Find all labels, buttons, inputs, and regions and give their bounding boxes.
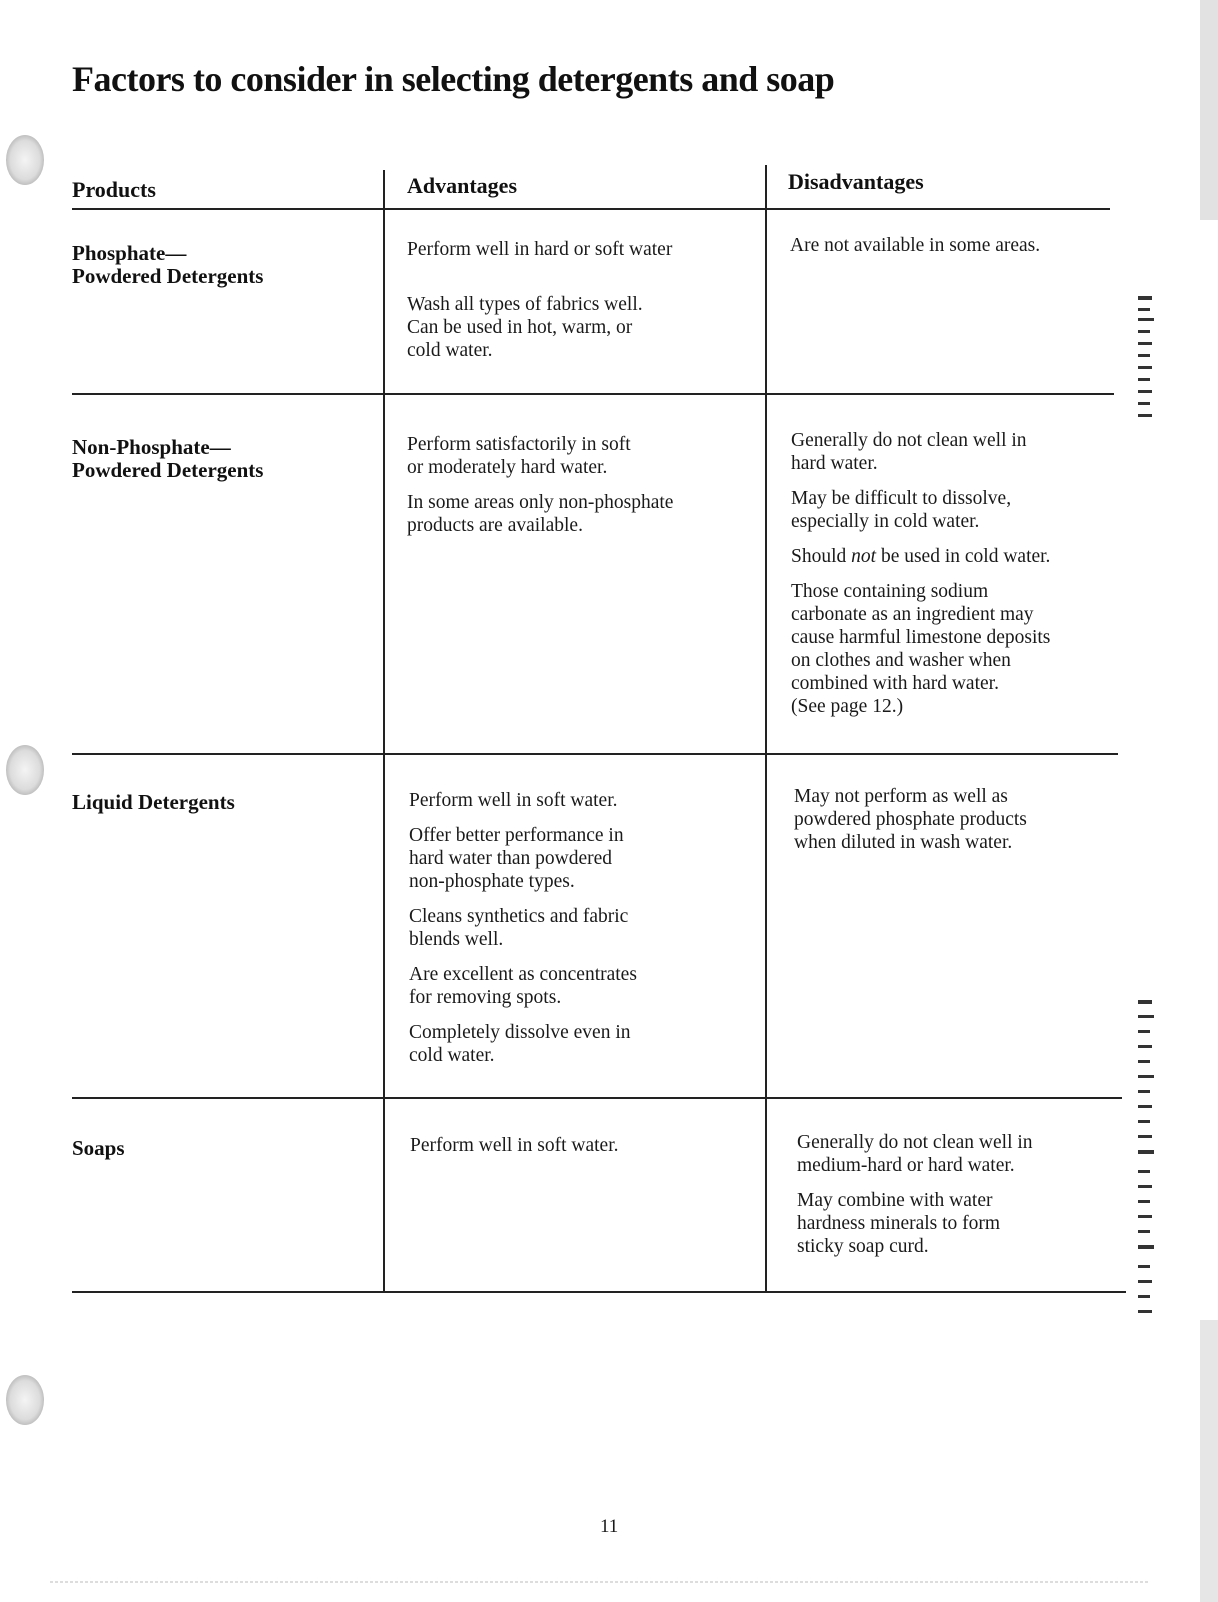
row-divider [72,1097,1122,1099]
disadvantage-item: Should not be used in cold water. [791,546,1051,567]
advantages-non-phosphate [407,433,673,549]
advantages-liquid [409,789,637,1079]
scan-edge-artifact [1138,0,1218,1602]
disadvantages-soaps [797,1131,1033,1270]
disadvantages-phosphate [790,234,1040,269]
product-liquid: Liquid Detergents [72,790,235,814]
column-divider [765,165,767,1291]
advantage-item: Perform well in hard or soft water [407,239,673,260]
row-divider [72,393,1114,395]
advantage-item: Offer better performance in hard water than powdered non-phosphate types. [409,825,624,892]
advantages-soaps [410,1134,619,1169]
advantages-phosphate [407,238,672,374]
advantage-item: Perform well in soft water. [409,790,618,811]
advantage-item: Perform well in soft water. [410,1135,619,1156]
binder-hole [6,745,44,795]
product-phosphate: Phosphate— Powdered Detergents [72,241,264,288]
disadvantage-item: May not perform as well as powdered phosphate products when diluted in wash water. [794,786,1027,853]
advantage-item: Completely dissolve even in cold water. [409,1022,631,1066]
disadvantage-item: Are not available in some areas. [790,235,1041,256]
product-soaps: Soaps [72,1136,125,1160]
header-rule [72,208,1110,210]
row-divider [72,753,1118,755]
disadvantages-liquid [794,785,1027,866]
binder-hole [6,1375,44,1425]
header-disadvantages: Disadvantages [788,169,924,194]
disadvantages-non-phosphate [791,429,1050,730]
header-advantages: Advantages [407,173,518,198]
disadvantage-item: Generally do not clean well in medium-hard or hard water. [797,1132,1033,1176]
disadvantage-item: Those containing sodium carbonate as an ingredient may cause harmful limestone deposits on clothes and washer when combined with hard water. (See page 12.) [791,581,1051,717]
advantage-item: In some areas only non-phosphate products are available. [407,492,674,536]
disadvantage-item: May combine with water hardness minerals to form sticky soap curd. [797,1190,1001,1257]
page-number: 11 [600,1516,619,1537]
scan-bottom-artifact [50,1578,1150,1586]
emphasis-not: not [851,546,877,567]
advantage-item: Cleans synthetics and fabric blends well. [409,906,629,950]
disadvantage-item: Generally do not clean well in hard water. [791,430,1027,474]
page-title: Factors to consider in selecting detergents and soap [72,59,835,99]
header-products: Products [72,177,156,202]
table-bottom-rule [72,1291,1126,1293]
binder-hole [6,135,44,185]
advantage-item: Perform satisfactorily in soft or moderately hard water. [407,434,631,478]
advantage-item: Are excellent as concentrates for removing spots. [409,964,637,1008]
product-non-phosphate: Non-Phosphate— Powdered Detergents [72,435,264,482]
column-divider [383,170,385,1291]
disadvantage-item: May be difficult to dissolve, especially in cold water. [791,488,1012,532]
advantage-item: Wash all types of fabrics well. Can be used in hot, warm, or cold water. [407,294,643,361]
